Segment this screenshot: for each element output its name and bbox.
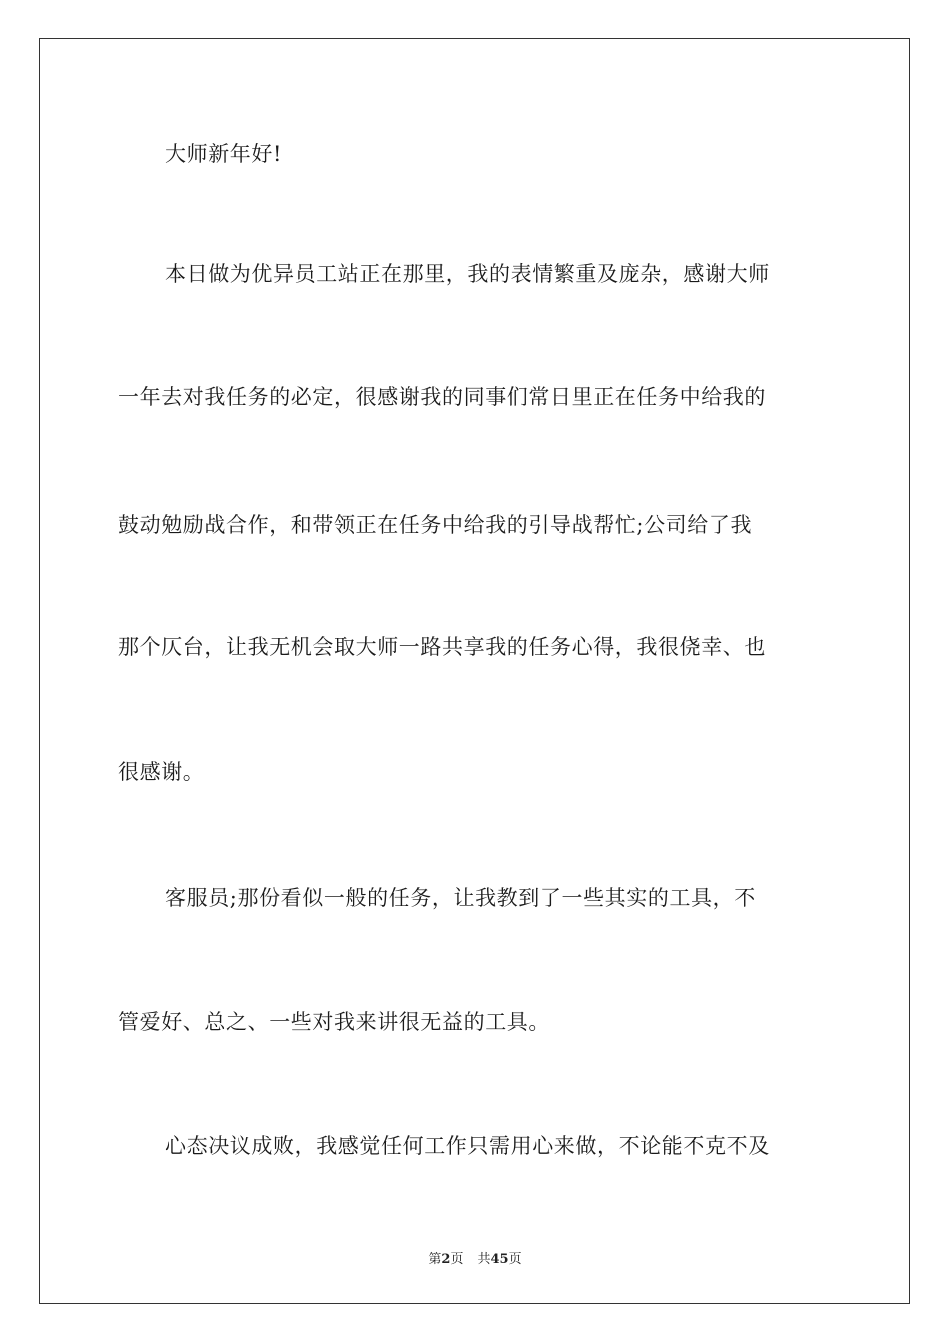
paragraph-1-line-1: 本日做为优异员工站正在那里，我的表情繁重及庞杂，感谢大师 xyxy=(165,262,770,286)
paragraph-1-line-2: 一年去对我任务的必定，很感谢我的同事们常日里正在任务中给我的 xyxy=(118,385,766,409)
total-prefix: 共 xyxy=(477,1252,491,1267)
paragraph-1-line-4: 那个仄台，让我无机会取大师一路共享我的任务心得，我很侥幸、也 xyxy=(118,635,766,659)
page-number: 2 xyxy=(441,1252,451,1267)
paragraph-2-line-1: 客服员;那份看似一般的任务，让我教到了一些其实的工具，不 xyxy=(165,886,756,910)
page-footer xyxy=(0,1248,950,1267)
page-border xyxy=(39,38,910,1304)
page-prefix: 第 xyxy=(428,1252,442,1267)
paragraph-1-line-3: 鼓动勉励战合作，和带领正在任务中给我的引导战帮忙;公司给了我 xyxy=(118,513,753,537)
total-suffix: 页 xyxy=(508,1252,522,1267)
greeting-line: 大师新年好! xyxy=(165,142,283,166)
paragraph-2-line-2: 管爱好、总之、一些对我来讲很无益的工具。 xyxy=(118,1010,550,1034)
total-pages: 45 xyxy=(490,1252,509,1267)
paragraph-3-line-1: 心态决议成败，我感觉任何工作只需用心来做，不论能不克不及 xyxy=(165,1134,770,1158)
page-suffix: 页 xyxy=(450,1252,464,1267)
paragraph-1-line-5: 很感谢。 xyxy=(118,760,205,784)
